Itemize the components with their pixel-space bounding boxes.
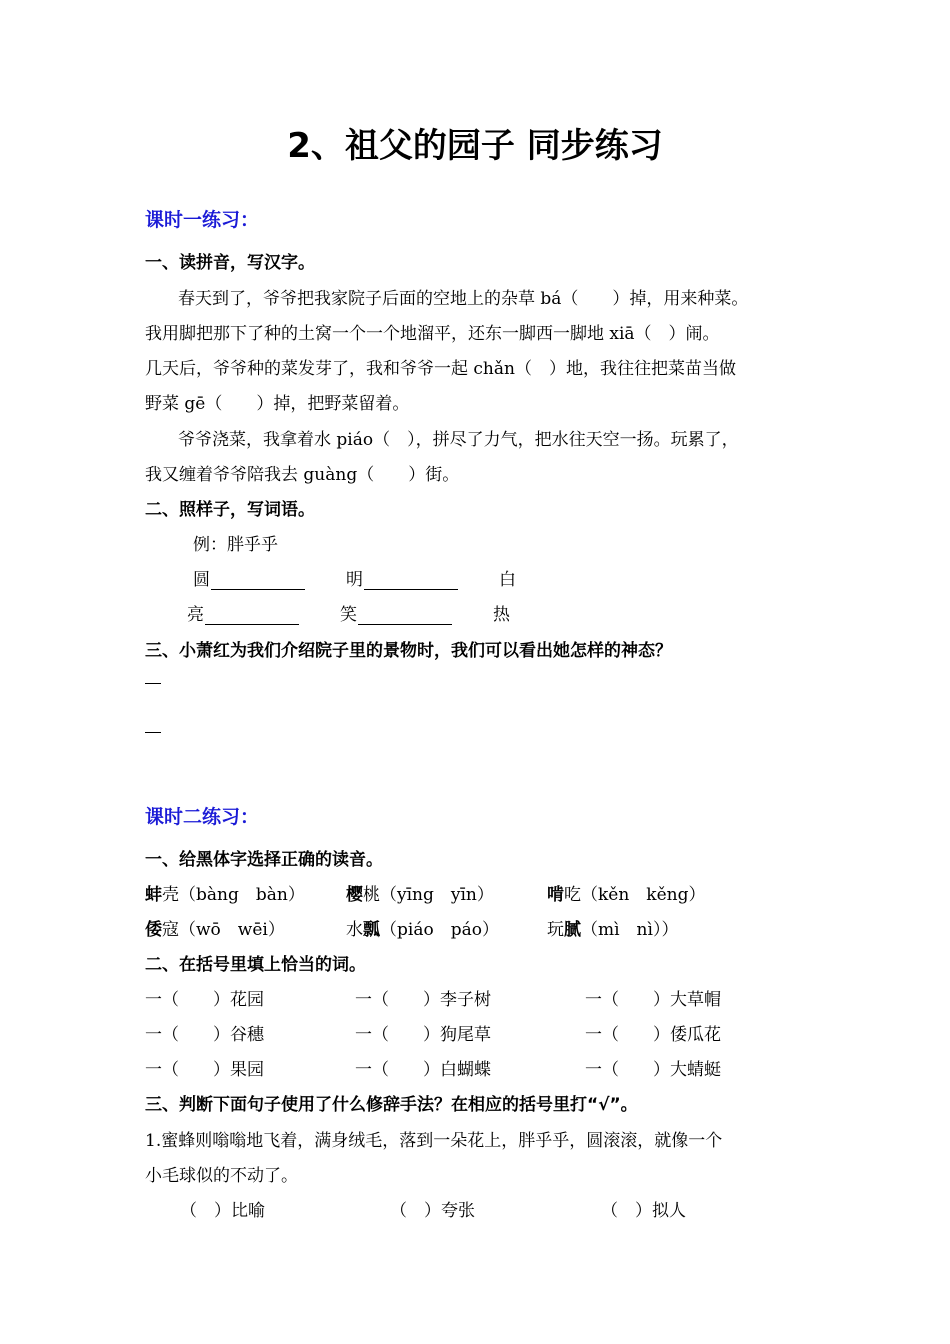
lesson1-heading: 课时一练习： [145, 209, 260, 231]
pinyin-choice-item: 啃吃（kěn kěng） [547, 885, 706, 905]
fill-word-item: 一（ ）果园 [145, 1060, 264, 1080]
answer-line[interactable] [145, 732, 161, 733]
rhetoric-option-simile[interactable]: （ ）比喻 [180, 1201, 265, 1221]
lesson2-q1-title: 一、给黑体字选择正确的读音。 [145, 850, 383, 870]
lesson1-q1-para2-line1: 爷爷浇菜，我拿着水 piáo（ ），拼尽了力气，把水往天空一扬。玩累了， [178, 430, 739, 450]
fill-word-item: 一（ ）花园 [145, 990, 264, 1010]
lesson1-q1-title: 一、读拼音，写汉字。 [145, 253, 315, 273]
pinyin-choice-item: 倭寇（wō wēi） [145, 920, 285, 940]
lesson1-q1-para1-line2: 我用脚把那下了种的土窝一个一个地溜平，还东一脚西一脚地 xiā（ ）闹。 [145, 324, 720, 344]
answer-blank[interactable] [364, 571, 458, 590]
pinyin-choice-item: 樱桃（yīng yīn） [346, 885, 494, 905]
lesson1-q3-title: 三、小萧红为我们介绍院子里的景物时，我们可以看出她怎样的神态？ [145, 641, 672, 661]
fill-word-item: 一（ ）李子树 [355, 990, 491, 1010]
fill-word-item: 一（ ）倭瓜花 [585, 1025, 721, 1045]
lesson2-q3-title: 三、判断下面句子使用了什么修辞手法？在相应的括号里打“√”。 [145, 1095, 638, 1115]
lesson2-q3-sentence1-line2: 小毛球似的不动了。 [145, 1166, 298, 1186]
rhetoric-option-personification[interactable]: （ ）拟人 [601, 1201, 686, 1221]
lesson1-q2-title: 二、照样子，写词语。 [145, 500, 315, 520]
fill-word-item: 一（ ）狗尾草 [355, 1025, 491, 1045]
lesson2-q2-title: 二、在括号里填上恰当的词。 [145, 955, 366, 975]
word-item: 亮 [187, 600, 299, 625]
word-item: 笑 [340, 600, 452, 625]
lesson2-q3-sentence1-line1: 1.蜜蜂则嗡嗡地飞着，满身绒毛，落到一朵花上，胖乎乎，圆滚滚，就像一个 [145, 1131, 723, 1151]
answer-blank[interactable] [205, 606, 299, 625]
word-item: 白 [499, 570, 516, 590]
rhetoric-option-exaggeration[interactable]: （ ）夸张 [390, 1201, 475, 1221]
lesson1-q1-para1-line1: 春天到了，爷爷把我家院子后面的空地上的杂草 bá（ ）掉，用来种菜。 [178, 289, 749, 309]
fill-word-item: 一（ ）大草帽 [585, 990, 721, 1010]
lesson1-q2-example: 例：胖乎乎 [193, 535, 278, 555]
fill-word-item: 一（ ）谷穗 [145, 1025, 264, 1045]
word-item: 明 [346, 565, 458, 590]
page-title: 2、祖父的园子 同步练习 [287, 126, 663, 166]
fill-word-item: 一（ ）白蝴蝶 [355, 1060, 491, 1080]
pinyin-choice-item: 蚌壳（bàng bàn） [145, 885, 305, 905]
answer-line[interactable] [145, 683, 161, 684]
answer-blank[interactable] [358, 606, 452, 625]
pinyin-choice-item: 水瓢（piáo páo） [346, 920, 499, 940]
pinyin-choice-item: 玩腻（mì nì）） [547, 920, 679, 940]
word-item: 圆 [193, 565, 305, 590]
lesson2-heading: 课时二练习： [145, 806, 260, 828]
fill-word-item: 一（ ）大蜻蜓 [585, 1060, 721, 1080]
answer-blank[interactable] [211, 571, 305, 590]
lesson1-q1-para2-line2: 我又缠着爷爷陪我去 guàng（ ）街。 [145, 465, 460, 485]
word-item: 热 [493, 605, 510, 625]
lesson1-q1-para1-line3: 几天后，爷爷种的菜发芽了，我和爷爷一起 chǎn（ ）地，我往往把菜苗当做 [145, 359, 736, 379]
lesson1-q1-para1-line4: 野菜 gē（ ）掉，把野菜留着。 [145, 394, 410, 414]
